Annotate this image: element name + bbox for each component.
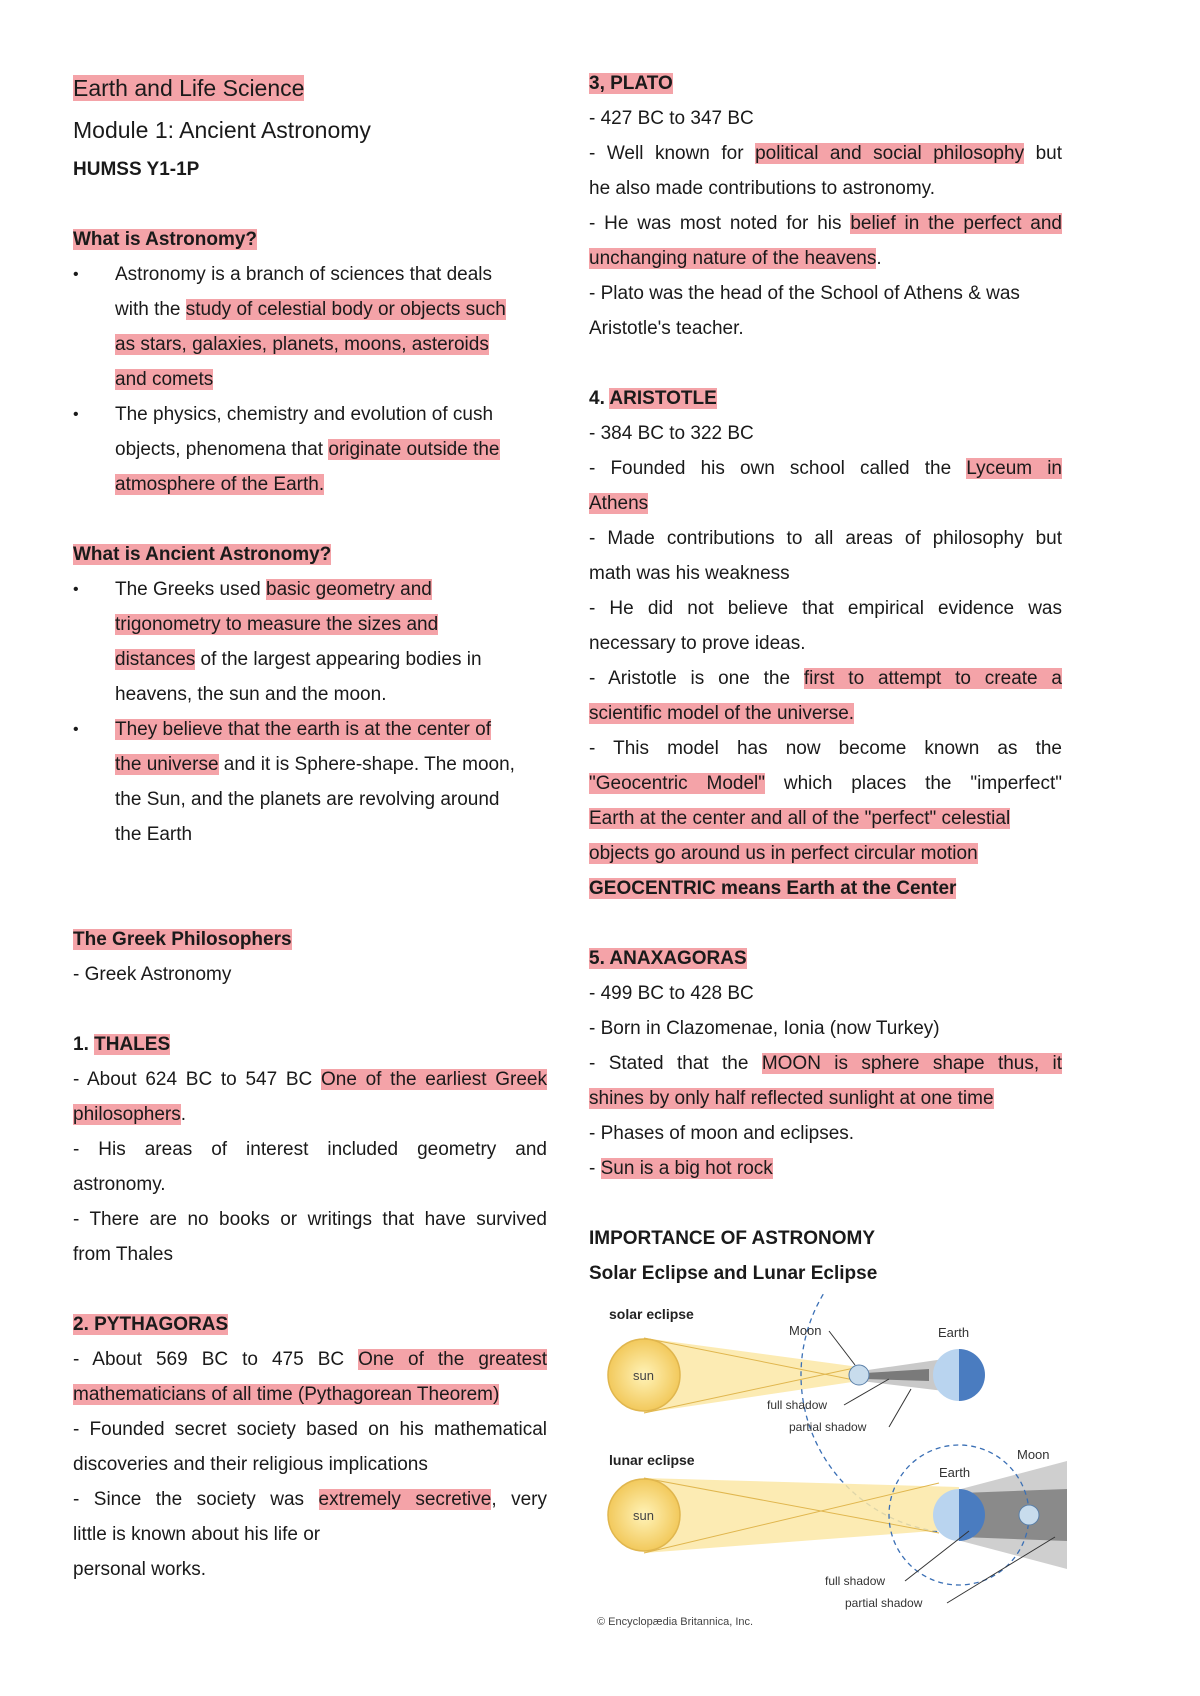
pythagoras-heading: 2. PYTHAGORAS	[73, 1314, 229, 1335]
geocentric-definition: GEOCENTRIC means Earth at the Center	[589, 878, 957, 899]
earth-lit-side	[933, 1349, 959, 1401]
sun-label: sun	[633, 1508, 654, 1523]
eclipse-figure	[589, 1293, 1067, 1633]
document-title: Earth and Life Science	[73, 75, 305, 101]
lunar-eclipse-diagram	[608, 1445, 1067, 1610]
list-item: • The Greeks used basic geometry and trigonometry to measure the sizes and distances of the largest appearing bodies in heavens, the sun and the moon.	[73, 572, 547, 712]
anaxagoras-text: - 499 BC to 428 BC	[589, 983, 754, 1004]
aristotle-heading: 4. ARISTOTLE	[589, 388, 717, 409]
eclipse-subheading: Solar Eclipse and Lunar Eclipse	[589, 1263, 878, 1284]
lunar-eclipse-label: lunar eclipse	[609, 1452, 695, 1468]
pythagoras-text: - About 569 BC to 475 BC One of the greatest	[73, 1349, 547, 1370]
what-is-astronomy-list	[73, 257, 547, 502]
ancient-astronomy-heading: What is Ancient Astronomy?	[73, 544, 332, 565]
plato-text: - 427 BC to 347 BC	[589, 108, 754, 129]
thales-text: - About 624 BC to 547 BC One of the earliest Greek	[73, 1069, 548, 1090]
module-title: Module 1: Ancient Astronomy	[73, 117, 371, 143]
thales-heading: 1. THALES	[73, 1034, 171, 1055]
greek-philosophers-subtitle: - Greek Astronomy	[73, 964, 232, 985]
anaxagoras-heading: 5. ANAXAGORAS	[589, 948, 747, 969]
earth-label: Earth	[939, 1465, 971, 1480]
list-item: • Astronomy is a branch of sciences that deals with the study of celestial body or objects such as stars, galaxies, planets, moons, asteroids and comets	[73, 257, 547, 397]
greek-philosophers-heading: The Greek Philosophers	[73, 929, 292, 950]
full-shadow-label: full shadow	[825, 1574, 886, 1588]
class-code: HUMSS Y1-1P	[73, 159, 200, 180]
moon-label: Moon	[1017, 1447, 1050, 1462]
importance-heading: IMPORTANCE OF ASTRONOMY	[589, 1228, 876, 1249]
sun-label: sun	[633, 1368, 654, 1383]
moon-circle	[1019, 1505, 1039, 1525]
moon-circle	[849, 1365, 869, 1385]
moon-label: Moon	[789, 1323, 822, 1338]
full-shadow-label: full shadow	[767, 1398, 828, 1412]
left-column: Earth and Life Science Module 1: Ancient Astronomy HUMSS Y1-1P What is Astronomy? • Astronomy is a branch of sciences that deals with the study of celestial body or objects such as stars, galaxies, planets, moons, asteroids and comets • The physics, chemistry and evolution of cush objects, phenomena that originate outside the atmosphere of the Earth. What is Ancient Astronomy? • The Greeks used basic geometry and trigonometry to measure the sizes and distances of the largest appearing bodies in heavens, the sun and the moon. • They believe that the earth is at the center of the universe and it is Sphere-shape. The moon, the Sun, and the planets are revolving around the Earth The Greek Philosophers - Greek Astronomy 1. THALES - About 624 BC to 547 BC One of the earliest Greek philosophers. - His areas of interest included geometry and astronomy. - There are no books or writings that have survived from Thales 2. PYTHAGORAS - About 569 BC to 475 BC One of the greatest mathematicians of all time (Pythagorean Theorem) - Founded secret society based on his mathematical discoveries and their religious implications - Since the society was extremely secretive, very little is known about his life or personal works.	[73, 66, 547, 1587]
right-column: 3, PLATO - 427 BC to 347 BC - Well known for political and social philosophy but he also made contributions to astronomy. - He was most noted for his belief in the perfect and unchanging nature of the heavens. - Plato was the head of the School of Athens & was Aristotle's teacher. 4. ARISTOTLE - 384 BC to 322 BC - Founded his own school called the Lyceum in Athens - Made contributions to all areas of philosophy but math was his weakness - He did not believe that empirical evidence was necessary to prove ideas. - Aristotle is one the first to attempt to create a scientific model of the universe. - This model has now become known as the "Geocentric Model" which places the "imperfect" Earth at the center and all of the "perfect" celestial objects go around us in perfect circular motion GEOCENTRIC means Earth at the Center 5. ANAXAGORAS - 499 BC to 428 BC - Born in Clazomenae, Ionia (now Turkey) - Stated that the MOON is sphere shape thus, it shines by only half reflected sunlight at one time - Phases of moon and eclipses. - Sun is a big hot rock IMPORTANCE OF ASTRONOMY Solar Eclipse and Lunar Eclipse solar eclipse sun Moon Earth full shadow partial shadow lunar eclipse sun Earth Moon full shadow partial shadow © Encyclopædia Britannica, Inc.	[589, 66, 1062, 1633]
plato-heading: 3, PLATO	[589, 73, 673, 94]
list-item: • They believe that the earth is at the center of the universe and it is Sphere-shape. The moon, the Sun, and the planets are revolving around the Earth	[73, 712, 547, 852]
eclipse-diagram	[589, 1293, 1067, 1633]
partial-shadow-label: partial shadow	[789, 1420, 867, 1434]
aristotle-text: - 384 BC to 322 BC	[589, 423, 754, 444]
list-item: • The physics, chemistry and evolution of cush objects, phenomena that originate outside the atmosphere of the Earth.	[73, 397, 547, 502]
figure-credit: © Encyclopædia Britannica, Inc.	[597, 1616, 754, 1628]
earth-label: Earth	[938, 1325, 970, 1340]
partial-shadow-label: partial shadow	[845, 1596, 923, 1610]
earth-dark-side	[959, 1349, 985, 1401]
ancient-astronomy-list	[73, 572, 547, 852]
solar-eclipse-label: solar eclipse	[609, 1306, 694, 1322]
what-is-astronomy-heading: What is Astronomy?	[73, 229, 258, 250]
